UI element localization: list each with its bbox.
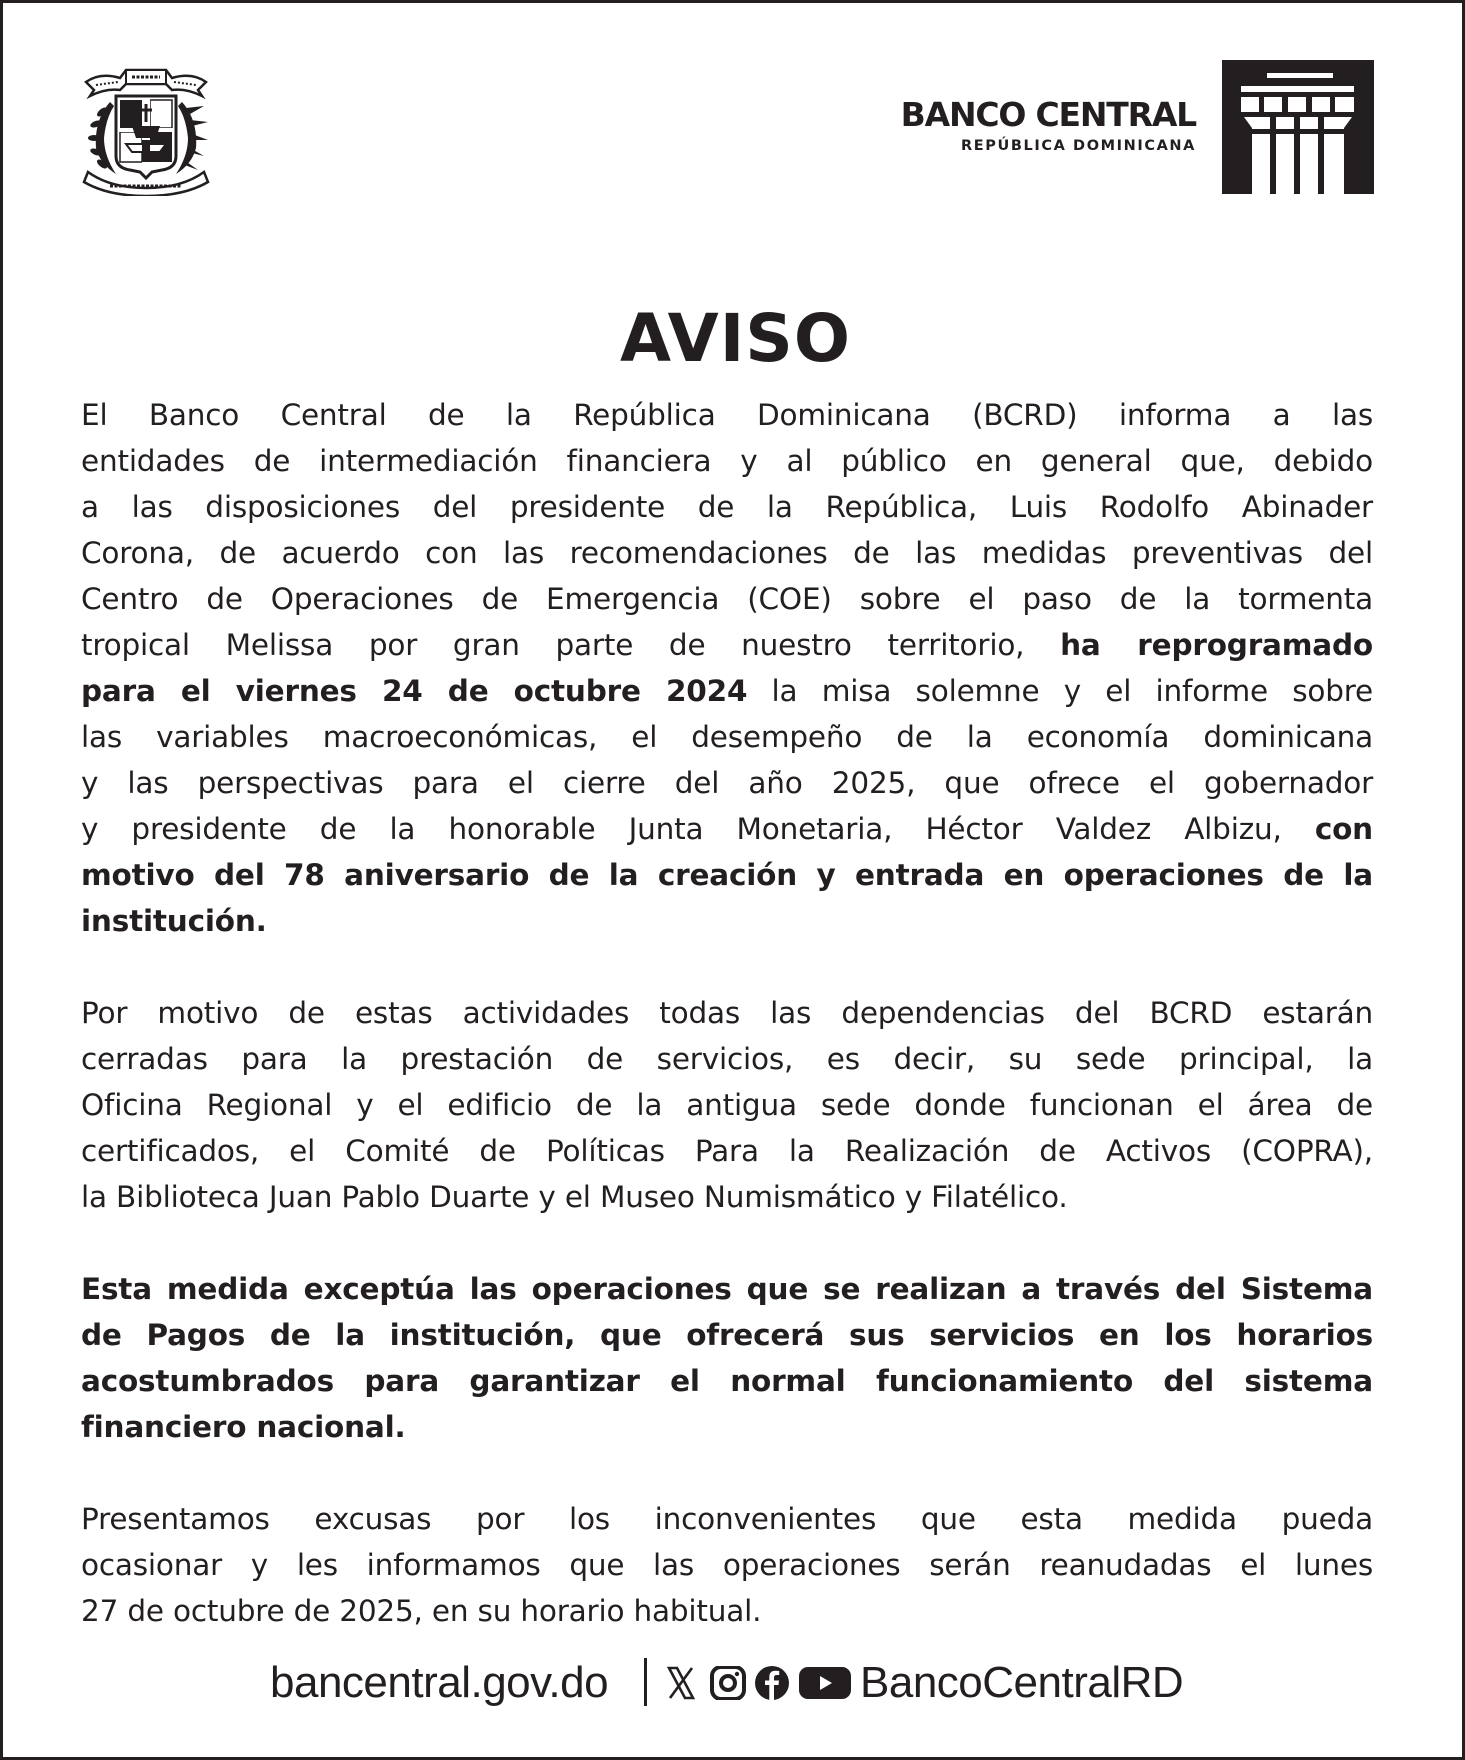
text-line bbox=[81, 1082, 1373, 1128]
bold-text: motivo del 78 aniversario de la creación y entrada en operaciones de la bbox=[81, 858, 1373, 892]
youtube-icon[interactable] bbox=[799, 1666, 851, 1700]
text-segment: Presentamos excusas por los inconvenientes que esta medida pueda bbox=[81, 1502, 1373, 1536]
footer bbox=[3, 1655, 1465, 1711]
text-segment: las variables macroeconómicas, el desempeño de la economía dominicana bbox=[81, 720, 1373, 754]
text-line bbox=[81, 1358, 1373, 1404]
text-line bbox=[81, 484, 1373, 530]
text-segment: ocasionar y les informamos que las operaciones serán reanudadas el lunes bbox=[81, 1548, 1373, 1582]
text-segment: Corona, de acuerdo con las recomendaciones de las medidas preventivas del bbox=[81, 536, 1373, 570]
text-segment: Oficina Regional y el edificio de la antigua sede donde funcionan el área de bbox=[81, 1088, 1373, 1122]
text-segment: Centro de Operaciones de Emergencia (COE) sobre el paso de la tormenta bbox=[81, 582, 1373, 616]
website-link[interactable]: bancentral.gov.do bbox=[270, 1658, 609, 1707]
text-line bbox=[81, 1266, 1373, 1312]
paragraph bbox=[81, 990, 1373, 1220]
instagram-icon[interactable] bbox=[710, 1666, 746, 1700]
text-line bbox=[81, 714, 1373, 760]
bold-text: acostumbrados para garantizar el normal funcionamiento del sistema bbox=[81, 1364, 1373, 1398]
bold-text: para el viernes 24 de octubre 2024 bbox=[81, 674, 748, 708]
paragraph bbox=[81, 1496, 1373, 1634]
text-line bbox=[81, 1542, 1373, 1588]
text-line bbox=[81, 576, 1373, 622]
text-segment: certificados, el Comité de Políticas Para la Realización de Activos (COPRA), bbox=[81, 1134, 1373, 1168]
text-segment: y las perspectivas para el cierre del año 2025, que ofrece el gobernador bbox=[81, 766, 1373, 800]
text-segment: entidades de intermediación financiera y al público en general que, debido bbox=[81, 444, 1373, 478]
text-segment: 27 de octubre de 2025, en su horario habitual. bbox=[81, 1594, 762, 1628]
text-segment: tropical Melissa por gran parte de nuestro territorio, bbox=[81, 628, 1061, 662]
bold-text: con bbox=[1314, 812, 1373, 846]
central-bank-logo-icon bbox=[1222, 60, 1374, 194]
text-line bbox=[81, 852, 1373, 898]
social-handle[interactable]: BancoCentralRD bbox=[860, 1658, 1184, 1707]
bold-text: ha reprogramado bbox=[1060, 628, 1373, 662]
text-line bbox=[81, 1588, 1373, 1634]
text-line bbox=[81, 990, 1373, 1036]
paragraph bbox=[81, 392, 1373, 944]
text-segment: Por motivo de estas actividades todas las dependencias del BCRD estarán bbox=[81, 996, 1373, 1030]
paragraph bbox=[81, 1266, 1373, 1450]
text-segment: y presidente de la honorable Junta Monetaria, Héctor Valdez Albizu, bbox=[81, 812, 1315, 846]
text-line bbox=[81, 622, 1373, 668]
text-line bbox=[81, 668, 1373, 714]
brand-wordmark bbox=[901, 96, 1196, 156]
text-segment: cerradas para la prestación de servicios, es decir, su sede principal, la bbox=[81, 1042, 1373, 1076]
text-line bbox=[81, 806, 1373, 852]
text-segment: El Banco Central de la República Dominicana (BCRD) informa a las bbox=[81, 398, 1373, 432]
bold-text: institución. bbox=[81, 904, 267, 938]
text-segment: a las disposiciones del presidente de la República, Luis Rodolfo Abinader bbox=[81, 490, 1373, 524]
text-segment: la misa solemne y el informe sobre bbox=[747, 674, 1373, 708]
facebook-icon[interactable] bbox=[754, 1666, 790, 1700]
text-line bbox=[81, 1496, 1373, 1542]
text-line bbox=[81, 1404, 1373, 1450]
coat-of-arms-icon bbox=[80, 60, 212, 196]
bold-text: financiero nacional. bbox=[81, 1410, 406, 1444]
notice-title: AVISO bbox=[620, 300, 851, 377]
text-line bbox=[81, 392, 1373, 438]
notice-body bbox=[81, 392, 1373, 1680]
bold-text: de Pagos de la institución, que ofrecerá sus servicios en los horarios bbox=[81, 1318, 1373, 1352]
text-line bbox=[81, 1128, 1373, 1174]
text-line bbox=[81, 1312, 1373, 1358]
text-line bbox=[81, 760, 1373, 806]
text-line bbox=[81, 438, 1373, 484]
bold-text: Esta medida exceptúa las operaciones que se realizan a través del Sistema bbox=[81, 1272, 1373, 1306]
x-icon[interactable] bbox=[667, 1666, 695, 1700]
text-segment: la Biblioteca Juan Pablo Duarte y el Museo Numismático y Filatélico. bbox=[81, 1180, 1068, 1214]
text-line bbox=[81, 530, 1373, 576]
footer-divider bbox=[644, 1658, 647, 1706]
brand-name: BANCO CENTRAL bbox=[900, 95, 1196, 134]
text-line bbox=[81, 898, 1373, 944]
text-line bbox=[81, 1036, 1373, 1082]
brand-subtitle: REPÚBLICA DOMINICANA bbox=[960, 138, 1196, 154]
text-line bbox=[81, 1174, 1373, 1220]
